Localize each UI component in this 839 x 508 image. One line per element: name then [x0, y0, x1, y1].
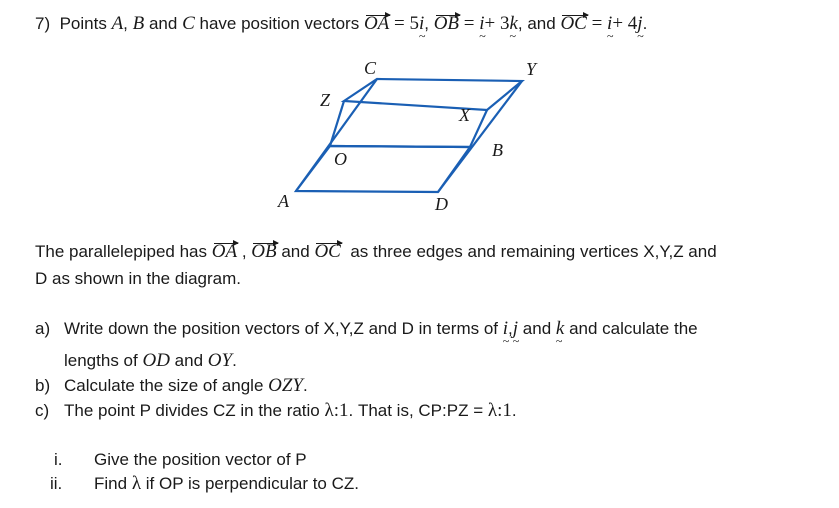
label-y: Y — [526, 59, 537, 79]
edge-ca — [296, 79, 377, 191]
part-c-line: The point P divides CZ in the ratio λ:1. That is, CP:PZ = λ:1. — [64, 400, 517, 421]
question-number: 7) — [35, 14, 51, 33]
label-z: Z — [320, 90, 331, 110]
top-face — [344, 79, 522, 110]
part-a-label: a) — [35, 319, 51, 338]
label-a: A — [278, 191, 289, 211]
vector-oa: OA — [363, 13, 390, 34]
subpart-i-text: Give the position vector of P — [94, 450, 307, 469]
subpart-i-label: i. — [54, 450, 63, 469]
part-a-line-2: lengths of OD and OY. — [64, 350, 237, 371]
vector-ob: OB — [433, 13, 460, 34]
vector-oa: OA — [211, 241, 238, 262]
subpart-ii-text: Find λ if OP is perpendicular to CZ. — [94, 473, 359, 494]
vector-ob: OB — [251, 241, 277, 262]
edge-zx — [330, 146, 470, 147]
paragraph-line-1: The parallelepiped has OA , OB and OC as three edges and remaining vertices X,Y,Z and — [35, 241, 717, 262]
part-a-line-1: Write down the position vectors of X,Y,Z and D in terms of i ~,j ~ and k ~ and calculate the — [64, 319, 698, 339]
question-header: 7) Points A, B and C have position vectors OA = 5i ~, OB = i ~+ 3k ~, and OC = i ~+ 4j ~. — [35, 14, 647, 34]
paragraph-line-2: D as shown in the diagram. — [35, 269, 241, 288]
edge-yd — [438, 81, 522, 192]
subpart-ii-label: ii. — [50, 474, 63, 493]
vector-oc: OC — [560, 13, 587, 34]
parallelepiped-diagram — [268, 58, 538, 218]
label-o: O — [334, 149, 347, 169]
part-b-label: b) — [35, 376, 51, 395]
part-c-label: c) — [35, 401, 50, 420]
label-b: B — [492, 140, 503, 160]
edge-xb — [470, 110, 487, 147]
part-b-line: Calculate the size of angle OZY. — [64, 375, 308, 396]
vector-oc: OC — [314, 241, 341, 262]
label-c: C — [364, 58, 377, 78]
label-d: D — [435, 194, 448, 214]
label-x: X — [459, 105, 470, 125]
